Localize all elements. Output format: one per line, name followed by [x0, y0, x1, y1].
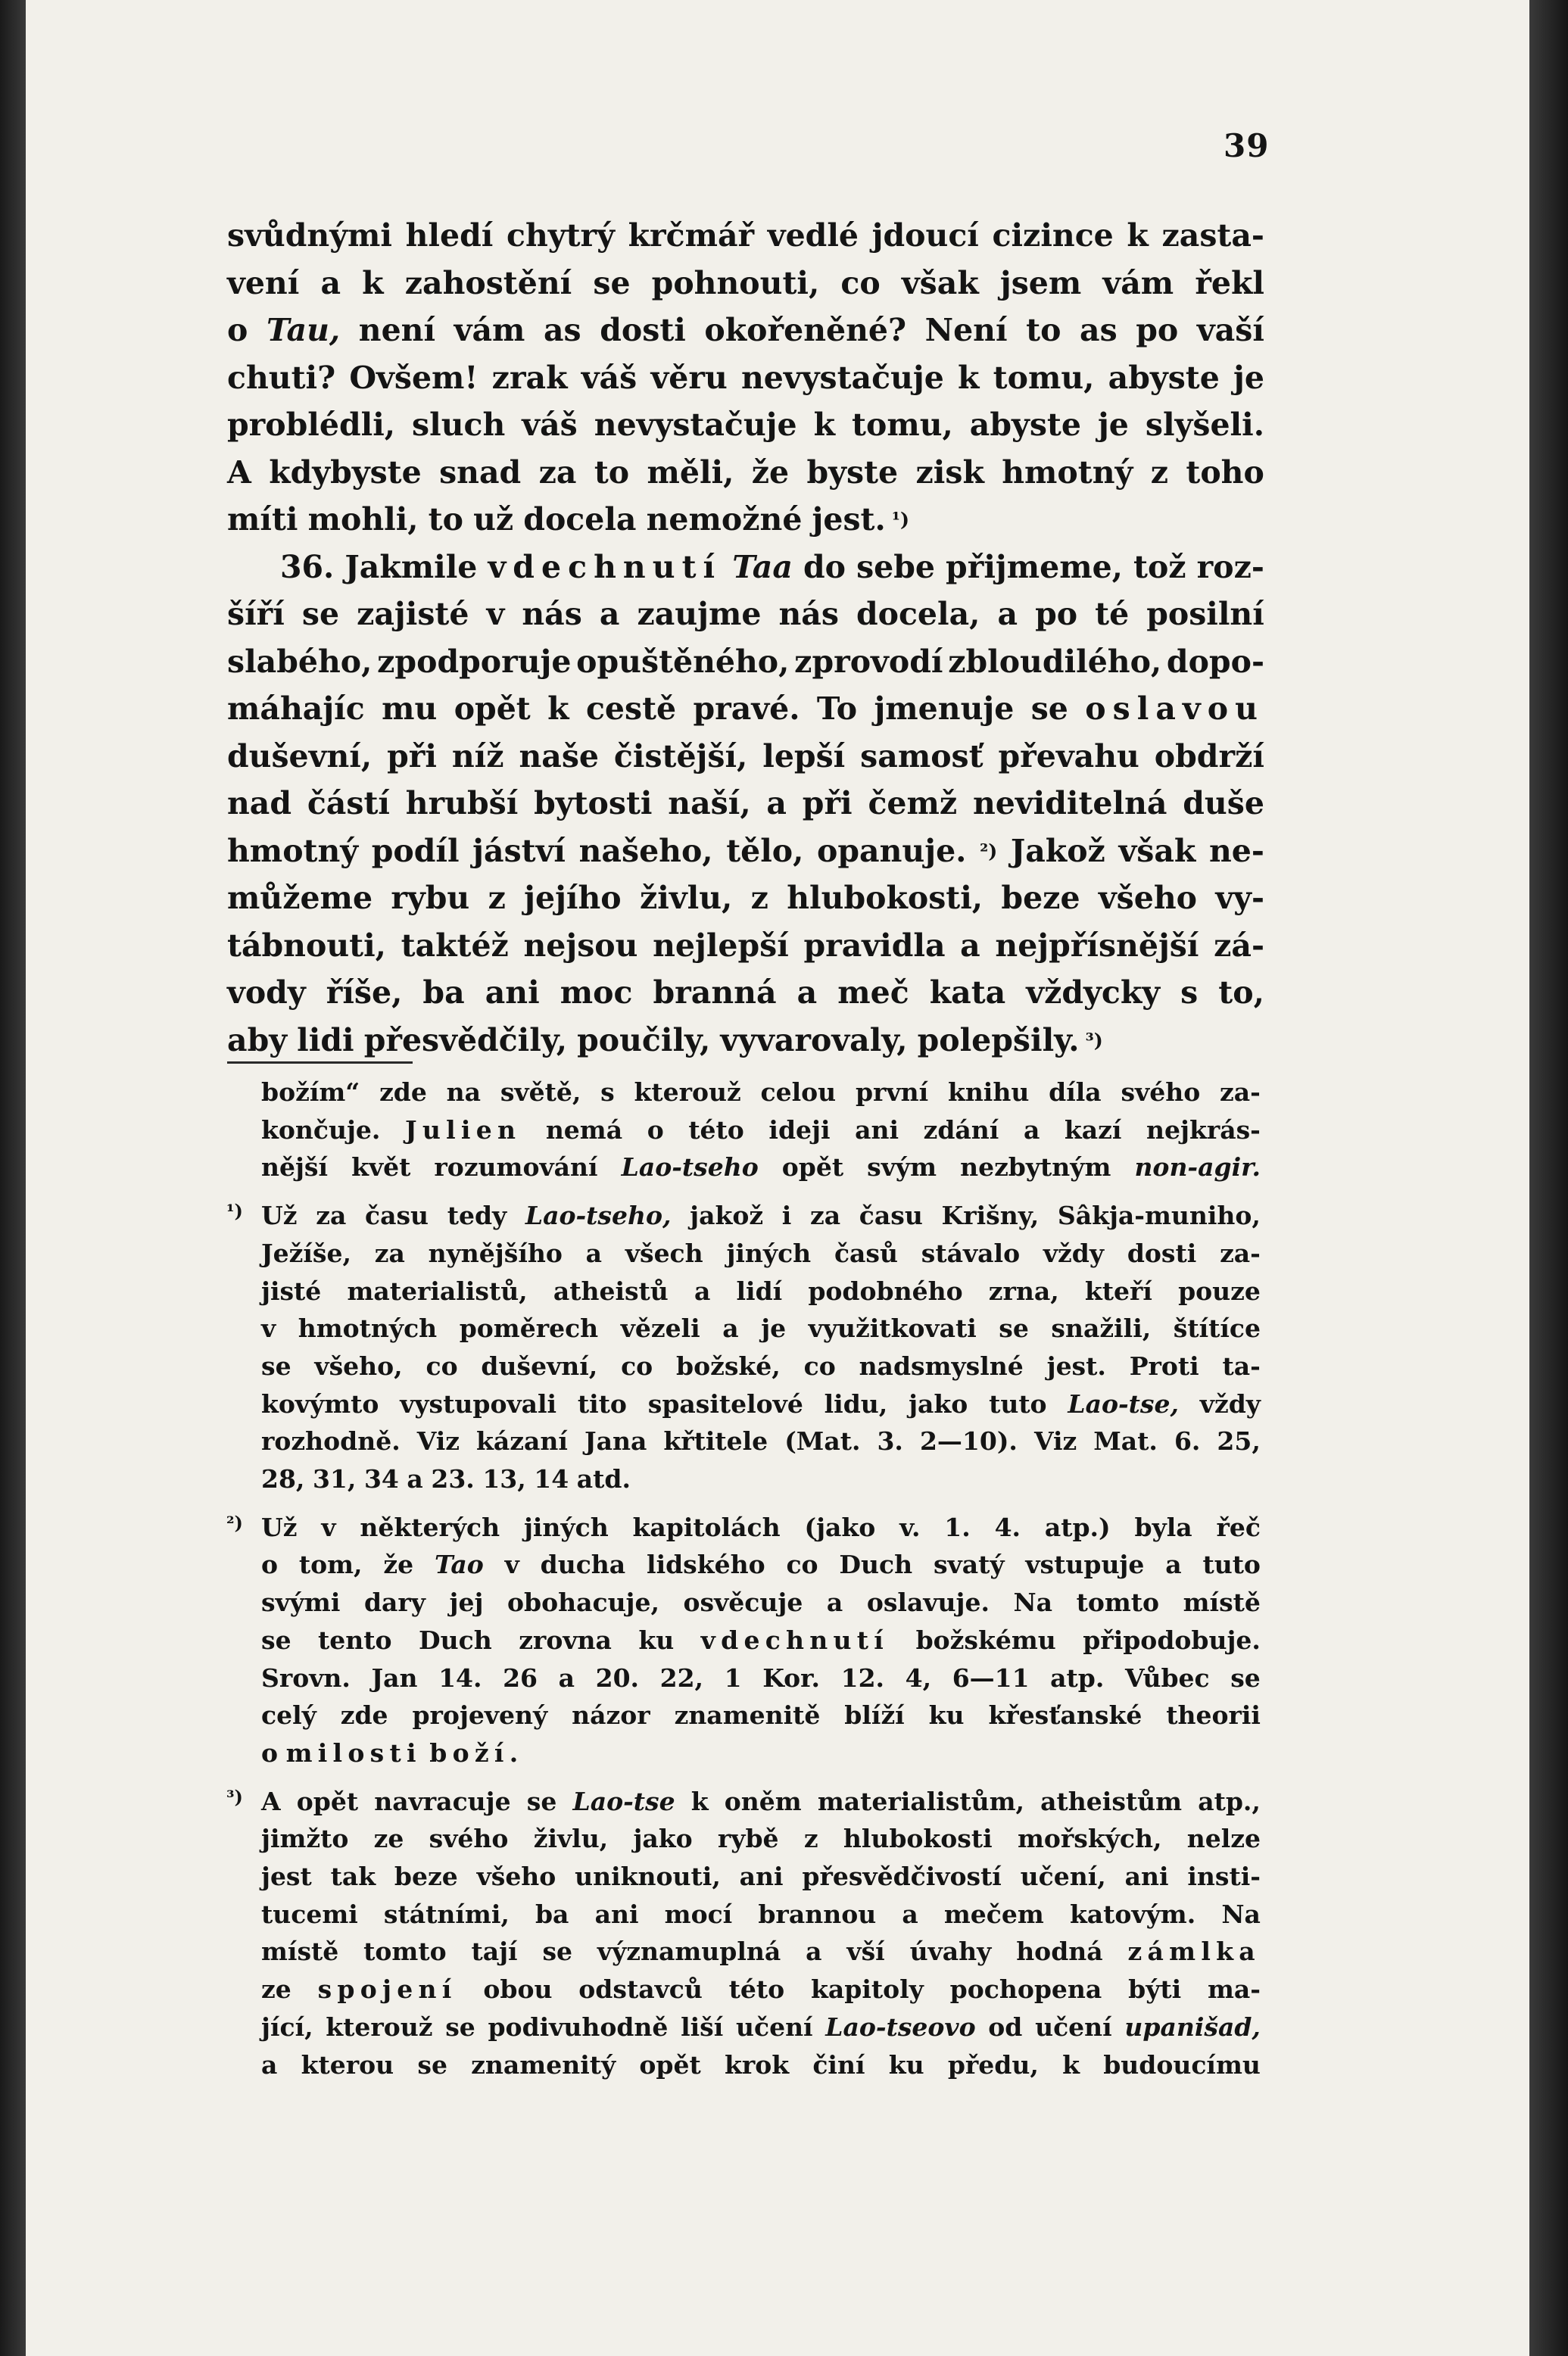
- footnote-line: se všeho, co duševní, co božské, co nadsmyslné jest. Proti ta-: [261, 1351, 1261, 1381]
- footnote-line: o milosti boží.: [261, 1737, 524, 1768]
- footnote-mark: ³): [226, 1785, 243, 1808]
- text-line: míti mohli, to už docela nemožné jest. ¹): [227, 501, 910, 538]
- text-line: o Tau, není vám as dosti okořeněné? Není to as po vaší: [227, 312, 1264, 348]
- footnote-line: ze spojení obou odstavců této kapitoly pochopena býti ma-: [261, 1974, 1261, 2005]
- footnote-separator: [227, 1061, 413, 1064]
- footnote-line: o tom, že Tao v ducha lidského co Duch svatý vstupuje a tuto: [261, 1550, 1261, 1580]
- footnote-line: místě tomto tají se významuplná a vší úvahy hodná zámlka: [261, 1937, 1261, 1967]
- footnote: [226, 1783, 1261, 2084]
- page-number: 39: [1224, 127, 1270, 164]
- text-line: tábnouti, taktéž nejsou nejlepší pravidla a nejpřísnější zá-: [227, 927, 1264, 964]
- text-line: hmotný podíl jáství našeho, tělo, opanuje. ²) Jakož však ne-: [227, 832, 1264, 869]
- text-line: chuti? Ovšem! zrak váš věru nevystačuje k tomu, abyste je: [227, 359, 1264, 396]
- text-line: vení a k zahostění se pohnouti, co však jsem vám řekl: [227, 264, 1264, 301]
- footnote-line: Už v některých jiných kapitolách (jako v. 1. 4. atp.) byla řeč: [261, 1512, 1261, 1542]
- footnote-line: a kterou se znamenitý opět krok činí ku předu, k budoucímu: [261, 2049, 1261, 2080]
- text-line: aby lidi přesvědčily, poučily, vyvarovaly, polepšily. ³): [227, 1021, 1103, 1058]
- footnote-line: končuje. Julien nemá o této ideji ani zdání a kazí nejkrás-: [261, 1114, 1261, 1145]
- footnote-line: jisté materialistů, atheistů a lidí podobného zrna, kteří pouze: [261, 1276, 1261, 1306]
- text-line: duševní, při níž naše čistější, lepší samosť převahu obdrží: [227, 737, 1264, 774]
- footnote-line: božím“ zde na světě, s kterouž celou první knihu díla svého za-: [261, 1077, 1261, 1107]
- footnote-line: v hmotných poměrech vězeli a je využitkovati se snažili, štítíce: [261, 1314, 1261, 1344]
- footnote-mark: ¹): [226, 1200, 243, 1223]
- text-line: šíří se zajisté v nás a zaujme nás docela, a po té posilní: [227, 596, 1264, 632]
- footnote-line: se tento Duch zrovna ku vdechnutí božskému připodobuje.: [261, 1625, 1261, 1655]
- footnote-line: Ježíše, za nynějšího a všech jiných časů stávalo vždy dosti za-: [261, 1238, 1261, 1268]
- text-line: nad částí hrubší bytosti naší, a při čemž neviditelná duše: [227, 785, 1264, 821]
- footnote-line: kovýmto vystupovali tito spasitelové lidu, jako tuto Lao-tse, vždy: [261, 1388, 1261, 1419]
- footnote-line: jimžto ze svého živlu, jako rybě z hlubokosti mořských, nelze: [261, 1824, 1261, 1854]
- footnote-line: 28, 31, 34 a 23. 13, 14 atd.: [261, 1464, 631, 1494]
- page-edge-shadow: [1529, 0, 1568, 2356]
- text-line: můžeme rybu z jejího živlu, z hlubokosti, beze všeho vy-: [227, 880, 1264, 916]
- footnote-line: Srovn. Jan 14. 26 a 20. 22, 1 Kor. 12. 4, 6—11 atp. Vůbec se: [261, 1663, 1261, 1693]
- footnote: [226, 1197, 1261, 1498]
- footnote-mark: ²): [226, 1511, 243, 1534]
- text-line: 36. Jakmile vdechnutí Taa do sebe přijmeme, tož roz-: [280, 548, 1264, 585]
- text-line: problédli, sluch váš nevystačuje k tomu, abyste je slyšeli.: [227, 407, 1264, 443]
- footnote-line: A opět navracuje se Lao-tse k oněm materialistům, atheistům atp.,: [261, 1786, 1261, 1816]
- text-line: máhajíc mu opět k cestě pravé. To jmenuje se oslavou: [227, 690, 1264, 727]
- text-line: vody říše, ba ani moc branná a meč kata vždycky s to,: [227, 974, 1264, 1011]
- footnote-line: jící, kterouž se podivuhodně liší učení Lao-tseovo od učení upanišad,: [261, 2012, 1261, 2042]
- footnote-line: jest tak beze všeho uniknouti, ani přesvědčivostí učení, ani insti-: [261, 1862, 1261, 1892]
- footnote-line: tucemi státními, ba ani mocí brannou a mečem katovým. Na: [261, 1899, 1261, 1929]
- footnote-line: svými dary jej obohacuje, osvěcuje a oslavuje. Na tomto místě: [261, 1588, 1261, 1618]
- footnote-continuation: [261, 1074, 1261, 1186]
- footnote-line: nější květ rozumování Lao-tseho opět svým nezbytným non-agir.: [261, 1152, 1261, 1183]
- text-line: slabého, zpodporuje opuštěného, zprovodí zbloudilého, dopo-: [227, 643, 1264, 680]
- text-line: A kdybyste snad za to měli, že byste zisk hmotný z toho: [227, 453, 1264, 491]
- text-line: svůdnými hledí chytrý krčmář vedlé jdoucí cizince k zasta-: [227, 217, 1264, 254]
- footnote-line: celý zde projevený názor znamenitě blíží ku křesťanské theorii: [261, 1700, 1261, 1731]
- footnote-line: Už za času tedy Lao-tseho, jakož i za času Krišny, Sâkja-muniho,: [261, 1201, 1261, 1231]
- footnote: [226, 1509, 1261, 1772]
- book-spine-shadow: [0, 0, 26, 2356]
- main-body-text: [227, 212, 1264, 1064]
- footnotes: [226, 1074, 1261, 2083]
- footnote-line: rozhodně. Viz kázaní Jana křtitele (Mat. 3. 2—10). Viz Mat. 6. 25,: [261, 1426, 1261, 1457]
